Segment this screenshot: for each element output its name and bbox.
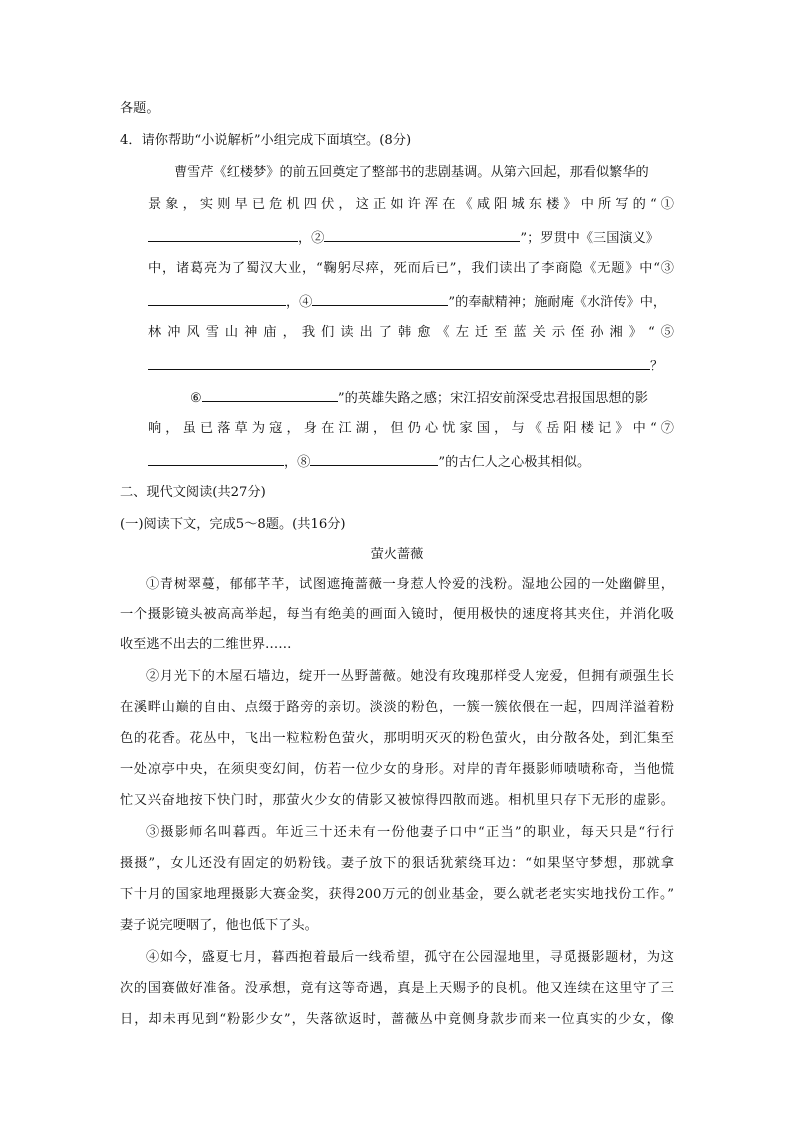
paragraph-3-line: 下十月的国家地理摄影大赛金奖，获得200万元的创业基金，要么就老老实实地找份工作。” [120, 887, 674, 902]
q4-line-5-mid: ，④ [286, 295, 313, 310]
q4-line-8-start: ⑥ [190, 391, 202, 406]
paragraph-4-line: 日，却未再见到“粉影少女”，失落欲返时，蔷薇丛中竟侧身款步而来一位真实的少女，像 [120, 1012, 674, 1027]
paragraph-1-line: ①青树翠蔓，郁郁芊芊，试图遮掩蔷薇一身惹人怜爱的浅粉。湿地公园的一处幽僻里， [146, 577, 674, 592]
section-heading: 二、现代文阅读(共27分) [120, 485, 266, 500]
q4-line-2: 景象，实则早已危机四伏，这正如许浑在《咸阳城东楼》中所写的“① [148, 197, 674, 212]
intro-tail: 各题。 [120, 101, 160, 116]
paragraph-4-line: ④如今，盛夏七月，暮西抱着最后一线希望，孤守在公园湿地里，寻觅摄影题材，为这 [146, 950, 674, 965]
answer-blank-2[interactable] [324, 227, 520, 242]
q4-line-3-mid: ，② [298, 231, 325, 246]
q4-line-3 [148, 227, 659, 249]
paragraph-3-line: ③摄影师名叫暮西。年近三十还未有一份他妻子口中“正当”的职业，每天只是“行行 [146, 825, 674, 840]
answer-blank-3[interactable] [148, 291, 286, 306]
q4-line-3-end: ”；罗贯中《三国演义》 [520, 231, 659, 246]
question-4-prompt: 4．请你帮助“小说解析”小组完成下面填空。(8分) [120, 133, 412, 148]
answer-blank-1[interactable] [148, 227, 298, 242]
story-title: 萤火蔷薇 [370, 547, 424, 562]
answer-blank-5[interactable] [148, 355, 650, 370]
q4-line-5-end: ”的奉献精神；施耐庵《水浒传》中， [448, 295, 667, 310]
q4-line-10-end: ”的古仁人之心极其相似。 [438, 455, 591, 470]
paragraph-2-line: 一处凉亭中央，在须臾变幻间，仿若一位少女的身形。对岸的青年摄影师啧啧称奇，当他慌 [120, 762, 674, 777]
paragraph-2-line: 忙又兴奋地按下快门时，那萤火少女的倩影又被惊得四散而逃。相机里只存下无形的虚影。 [120, 793, 674, 808]
answer-blank-4[interactable] [312, 291, 448, 306]
q4-line-9: 响，虽已落草为寇，身在江湖，但仍心忧家国，与《岳阳楼记》中“⑦ [148, 421, 674, 436]
paragraph-1-line: 收至逃不出去的二维世界…… [120, 637, 292, 652]
q4-line-8 [190, 387, 648, 409]
paragraph-1-line: 一个摄影镜头被高高举起，每当有绝美的画面入镜时，便用极快的速度将其夹住，并消化吸 [120, 607, 674, 622]
q4-line-10 [148, 451, 590, 473]
paragraph-2-line: 在溪畔山巅的自由、点缀于路旁的亲切。淡淡的粉色，一簇一簇依偎在一起，四周洋溢着粉 [120, 700, 674, 715]
q4-line-1: 曹雪芹《红楼梦》的前五回奠定了整部书的悲剧基调。从第六回起，那看似繁华的 [174, 165, 649, 180]
subsection-instruction: (一)阅读下文，完成5～8题。(共16分) [120, 517, 346, 532]
answer-blank-8[interactable] [310, 451, 438, 466]
answer-blank-6[interactable] [202, 387, 338, 402]
paragraph-4-line: 次的国赛做好准备。没承想，竟有这等奇遇，真是上天赐予的良机。他又连续在这里守了三 [120, 981, 674, 996]
q4-line-10-mid: ，⑧ [284, 455, 311, 470]
q4-line-7 [148, 355, 663, 377]
paragraph-2-line: 色的花香。花丛中，飞出一粒粒粉色萤火，那明明灭灭的粉色萤火，由分散各处，到汇集至 [120, 731, 674, 746]
answer-blank-7[interactable] [148, 451, 284, 466]
q4-line-4: 中，诸葛亮为了蜀汉大业，“鞠躬尽瘁，死而后已”，我们读出了李商隐《无题》中“③ [148, 261, 674, 276]
paragraph-3-line: 妻子说完哽咽了，他也低下了头。 [120, 918, 318, 933]
paragraph-3-line: 摄摄”，女儿还没有固定的奶粉钱。妻子放下的狠话犹萦绕耳边：“如果坚守梦想，那就拿 [120, 856, 674, 871]
q4-line-7-end: ？ [650, 359, 664, 374]
q4-line-6: 林冲风雪山神庙，我们读出了韩愈《左迁至蓝关示侄孙湘》“⑤ [148, 325, 674, 340]
paragraph-2-line: ②月光下的木屋石墙边，绽开一丛野蔷薇。她没有玫瑰那样受人宠爱，但拥有顽强生长 [146, 669, 674, 684]
q4-line-5 [148, 291, 666, 313]
q4-line-8-end: ”的英雄失路之感；宋江招安前深受忠君报国思想的影 [337, 391, 648, 406]
